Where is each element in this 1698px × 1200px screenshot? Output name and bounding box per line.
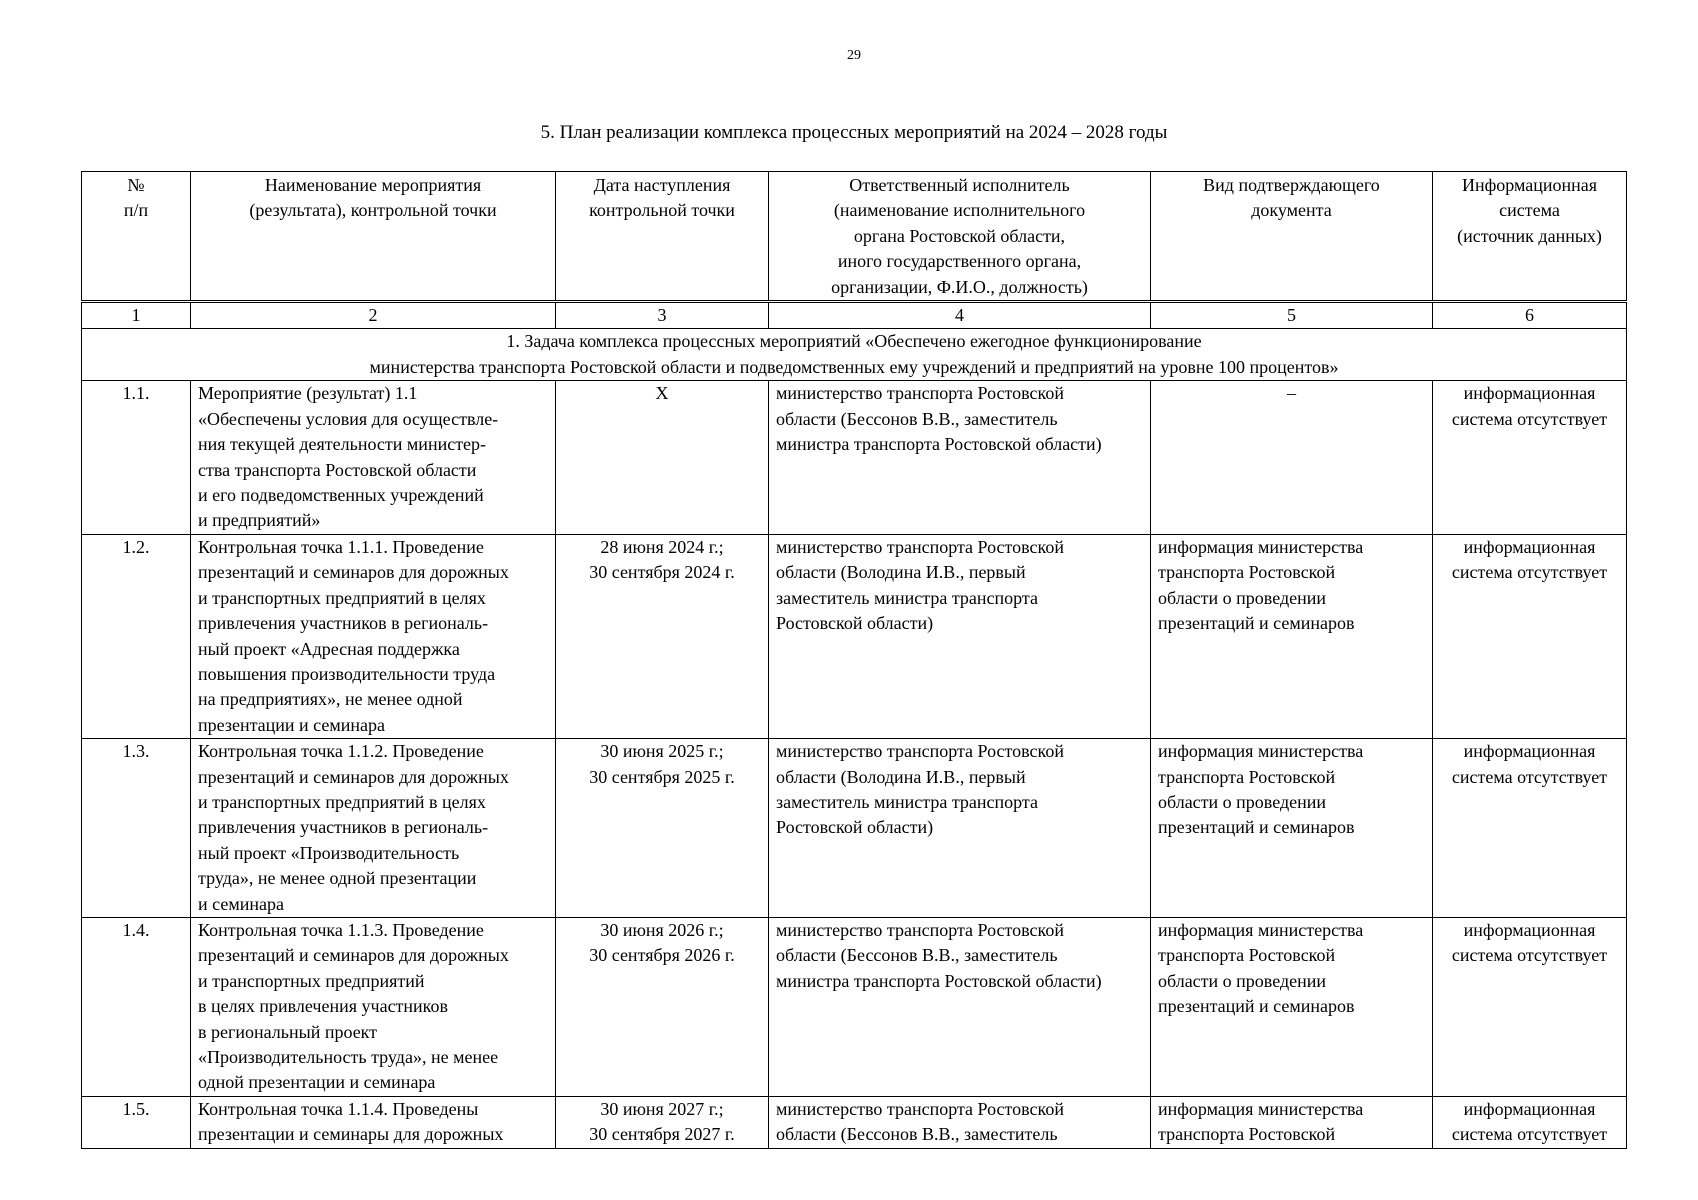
- row-date: 30 июня 2027 г.; 30 сентября 2027 г.: [556, 1096, 769, 1148]
- table-row: [82, 381, 1627, 534]
- header-executor: Ответственный исполнитель (наименование исполнительного органа Ростовской области, иного государственного органа, организации, Ф.И.О., должность): [769, 172, 1151, 302]
- row-document: –: [1151, 381, 1433, 534]
- row-system: информационная система отсутствует: [1433, 917, 1627, 1096]
- row-name: Контрольная точка 1.1.1. Проведение презентаций и семинаров для дорожных и транспортных предприятий в целях привлечения участников в региональ- ный проект «Адресная поддержка повышения производительности труда на предприятиях», не менее одной презентации и семинара: [191, 534, 556, 738]
- column-number: 5: [1151, 302, 1433, 329]
- header-document: Вид подтверждающего документа: [1151, 172, 1433, 302]
- row-name: Контрольная точка 1.1.4. Проведены презентации и семинары для дорожных: [191, 1096, 556, 1148]
- header-number: № п/п: [82, 172, 191, 302]
- row-system: информационная система отсутствует: [1433, 534, 1627, 738]
- column-number: 4: [769, 302, 1151, 329]
- table-row: [82, 1096, 1627, 1148]
- task-heading: 1. Задача комплекса процессных мероприятий «Обеспечено ежегодное функционирование министерства транспорта Ростовской области и подведомственных ему учреждений и предприятий на уровне 100 процентов»: [82, 329, 1627, 381]
- table-row: [82, 917, 1627, 1096]
- row-document: информация министерства транспорта Ростовской: [1151, 1096, 1433, 1148]
- row-number: 1.2.: [82, 534, 191, 738]
- page-number: 29: [847, 48, 861, 63]
- column-number: 1: [82, 302, 191, 329]
- row-document: информация министерства транспорта Ростовской области о проведении презентаций и семинаров: [1151, 534, 1433, 738]
- row-system: информационная система отсутствует: [1433, 381, 1627, 534]
- row-date: Х: [556, 381, 769, 534]
- row-executor: министерство транспорта Ростовской области (Бессонов В.В., заместитель: [769, 1096, 1151, 1148]
- row-system: информационная система отсутствует: [1433, 1096, 1627, 1148]
- row-executor: министерство транспорта Ростовской области (Володина И.В., первый заместитель министра транспорта Ростовской области): [769, 739, 1151, 918]
- document-title: 5. План реализации комплекса процессных мероприятий на 2024 – 2028 годы: [540, 122, 1168, 143]
- column-number: 3: [556, 302, 769, 329]
- header-date: Дата наступления контрольной точки: [556, 172, 769, 302]
- row-executor: министерство транспорта Ростовской области (Бессонов В.В., заместитель министра транспорта Ростовской области): [769, 917, 1151, 1096]
- row-executor: министерство транспорта Ростовской области (Бессонов В.В., заместитель министра транспорта Ростовской области): [769, 381, 1151, 534]
- header-system: Информационная система (источник данных): [1433, 172, 1627, 302]
- plan-table: [81, 171, 1627, 1149]
- row-date: 30 июня 2026 г.; 30 сентября 2026 г.: [556, 917, 769, 1096]
- row-number: 1.4.: [82, 917, 191, 1096]
- column-number-row: [82, 302, 1627, 329]
- table-row: [82, 739, 1627, 918]
- column-number: 2: [191, 302, 556, 329]
- task-row: [82, 329, 1627, 381]
- row-number: 1.5.: [82, 1096, 191, 1148]
- column-number: 6: [1433, 302, 1627, 329]
- row-document: информация министерства транспорта Ростовской области о проведении презентаций и семинаров: [1151, 917, 1433, 1096]
- row-number: 1.3.: [82, 739, 191, 918]
- row-name: Контрольная точка 1.1.2. Проведение презентаций и семинаров для дорожных и транспортных предприятий в целях привлечения участников в региональ- ный проект «Производительность труда», не менее одной презентации и семинара: [191, 739, 556, 918]
- row-document: информация министерства транспорта Ростовской области о проведении презентаций и семинаров: [1151, 739, 1433, 918]
- row-date: 30 июня 2025 г.; 30 сентября 2025 г.: [556, 739, 769, 918]
- row-name: Мероприятие (результат) 1.1 «Обеспечены условия для осуществле- ния текущей деятельности министер- ства транспорта Ростовской области и его подведомственных учреждений и предприятий»: [191, 381, 556, 534]
- row-system: информационная система отсутствует: [1433, 739, 1627, 918]
- row-number: 1.1.: [82, 381, 191, 534]
- row-date: 28 июня 2024 г.; 30 сентября 2024 г.: [556, 534, 769, 738]
- header-row: [82, 172, 1627, 302]
- row-name: Контрольная точка 1.1.3. Проведение презентаций и семинаров для дорожных и транспортных предприятий в целях привлечения участников в региональный проект «Производительность труда», не менее одной презентации и семинара: [191, 917, 556, 1096]
- header-name: Наименование мероприятия (результата), контрольной точки: [191, 172, 556, 302]
- table-row: [82, 534, 1627, 738]
- row-executor: министерство транспорта Ростовской области (Володина И.В., первый заместитель министра транспорта Ростовской области): [769, 534, 1151, 738]
